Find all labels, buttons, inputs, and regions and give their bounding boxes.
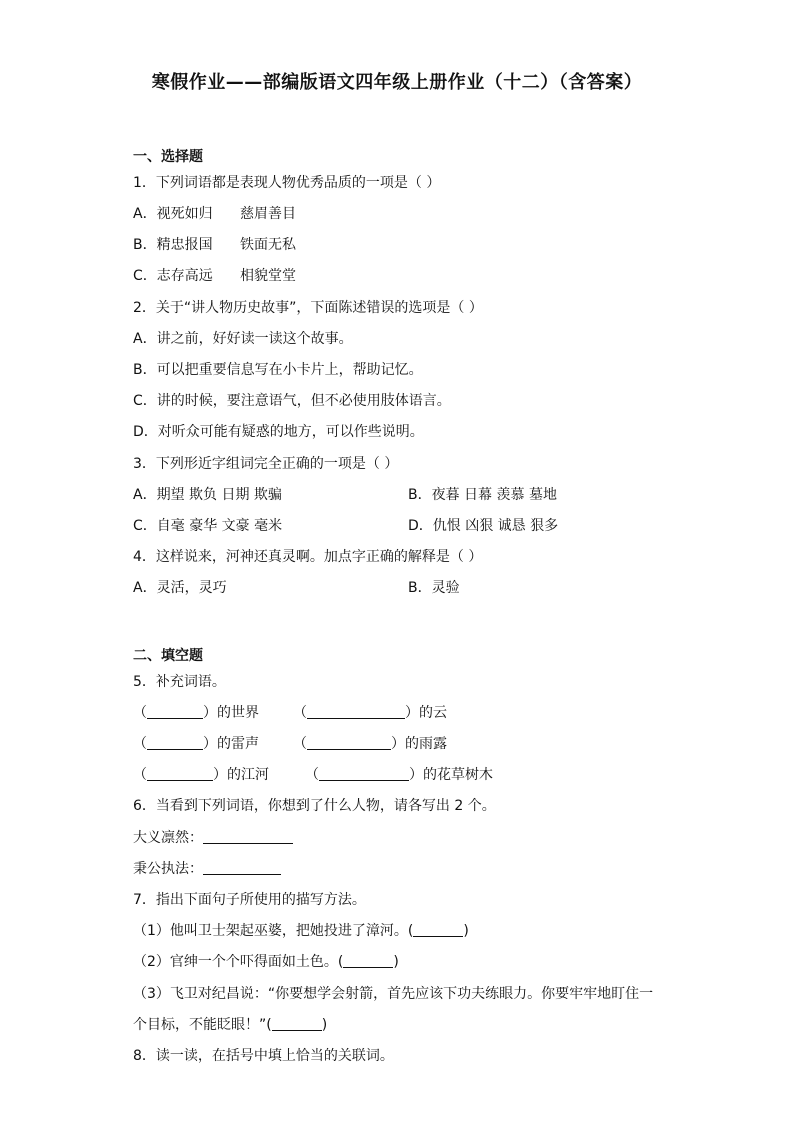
question-1-option-c [133, 265, 296, 285]
question-6-stem: 6．当看到下列词语，你想到了什么人物，请各写出 2 个。 [133, 798, 496, 814]
section-heading-choice: 一、选择题 [133, 149, 203, 165]
option-label: C．志存高远 [133, 268, 213, 284]
answer-blank[interactable] [203, 860, 281, 875]
answer-blank[interactable] [319, 766, 409, 781]
question-5-stem: 5．补充词语。 [133, 674, 226, 690]
question-7-sentence-1: （1）他叫卫士架起巫婆，把她投进了漳河。( ) [133, 923, 469, 939]
question-8-stem: 8．读一读，在括号中填上恰当的关联词。 [133, 1048, 394, 1064]
answer-blank[interactable] [147, 766, 213, 781]
fill-item: （ ）的云 [293, 705, 447, 721]
question-3-option-c: C．自毫 豪华 文豪 毫米 [133, 518, 283, 534]
section-heading-fill: 二、填空题 [133, 648, 203, 664]
question-2-option-c: C．讲的时候，要注意语气，但不必使用肢体语言。 [133, 393, 451, 409]
answer-blank[interactable] [307, 704, 405, 719]
question-4-option-a: A．灵活，灵巧 [133, 580, 227, 596]
question-7-sentence-3b: 个目标，不能眨眼！”( ) [133, 1017, 328, 1033]
question-5-row-3 [133, 764, 693, 784]
question-7-sentence-2: （2）官绅一个个吓得面如土色。( ) [133, 954, 399, 970]
option-label: A．视死如归 [133, 206, 213, 222]
question-2-option-b: B．可以把重要信息写在小卡片上，帮助记忆。 [133, 362, 423, 378]
answer-blank[interactable] [413, 922, 463, 937]
question-4-option-b: B．灵验 [408, 580, 460, 596]
question-2-option-a: A．讲之前，好好读一读这个故事。 [133, 331, 353, 347]
question-5-row-1 [133, 702, 693, 722]
question-1-stem: 1．下列词语都是表现人物优秀品质的一项是（ ） [133, 175, 441, 191]
question-2-option-d: D．对听众可能有疑惑的地方，可以作些说明。 [133, 424, 424, 440]
answer-blank[interactable] [343, 953, 393, 968]
question-3-stem: 3．下列形近字组词完全正确的一项是（ ） [133, 456, 399, 472]
fill-item: （ ）的世界 [133, 705, 259, 721]
option-label: B．精忠报国 [133, 237, 213, 253]
option-word: 铁面无私 [240, 237, 296, 253]
page-title: 寒假作业——部编版语文四年级上册作业（十二）（含答案） [151, 72, 643, 93]
question-3-option-b: B．夜暮 日幕 羡慕 墓地 [408, 487, 557, 503]
question-7-sentence-3a: （3）飞卫对纪昌说：“你要想学会射箭，首先应该下功夫练眼力。你要牢牢地盯住一 [133, 986, 654, 1002]
answer-blank[interactable] [147, 704, 203, 719]
fill-item: （ ）的雷声 [133, 736, 259, 752]
question-1-option-a [133, 203, 296, 223]
question-5-row-2 [133, 733, 693, 753]
answer-blank[interactable] [272, 1016, 322, 1031]
fill-item: （ ）的雨露 [293, 736, 447, 752]
question-4-stem: 4．这样说来，河神还真灵啊。加点字正确的解释是（ ） [133, 549, 483, 565]
option-word: 相貌堂堂 [240, 268, 296, 284]
question-2-stem: 2．关于“讲人物历史故事”，下面陈述错误的选项是（ ） [133, 300, 483, 316]
question-3-option-a: A．期望 欺负 日期 欺骗 [133, 487, 282, 503]
answer-blank[interactable] [203, 829, 293, 844]
fill-item: （ ）的花草树木 [305, 767, 493, 783]
answer-blank[interactable] [307, 735, 391, 750]
question-6-item-2: 秉公执法： [133, 858, 281, 878]
option-word: 慈眉善目 [240, 206, 296, 222]
question-7-stem: 7．指出下面句子所使用的描写方法。 [133, 892, 366, 908]
question-6-item-1: 大义凛然： [133, 827, 293, 847]
question-3-option-d: D．仇恨 凶狠 诚恳 狠多 [408, 518, 559, 534]
question-1-option-b [133, 234, 296, 254]
fill-item: （ ）的江河 [133, 767, 269, 783]
answer-blank[interactable] [147, 735, 203, 750]
